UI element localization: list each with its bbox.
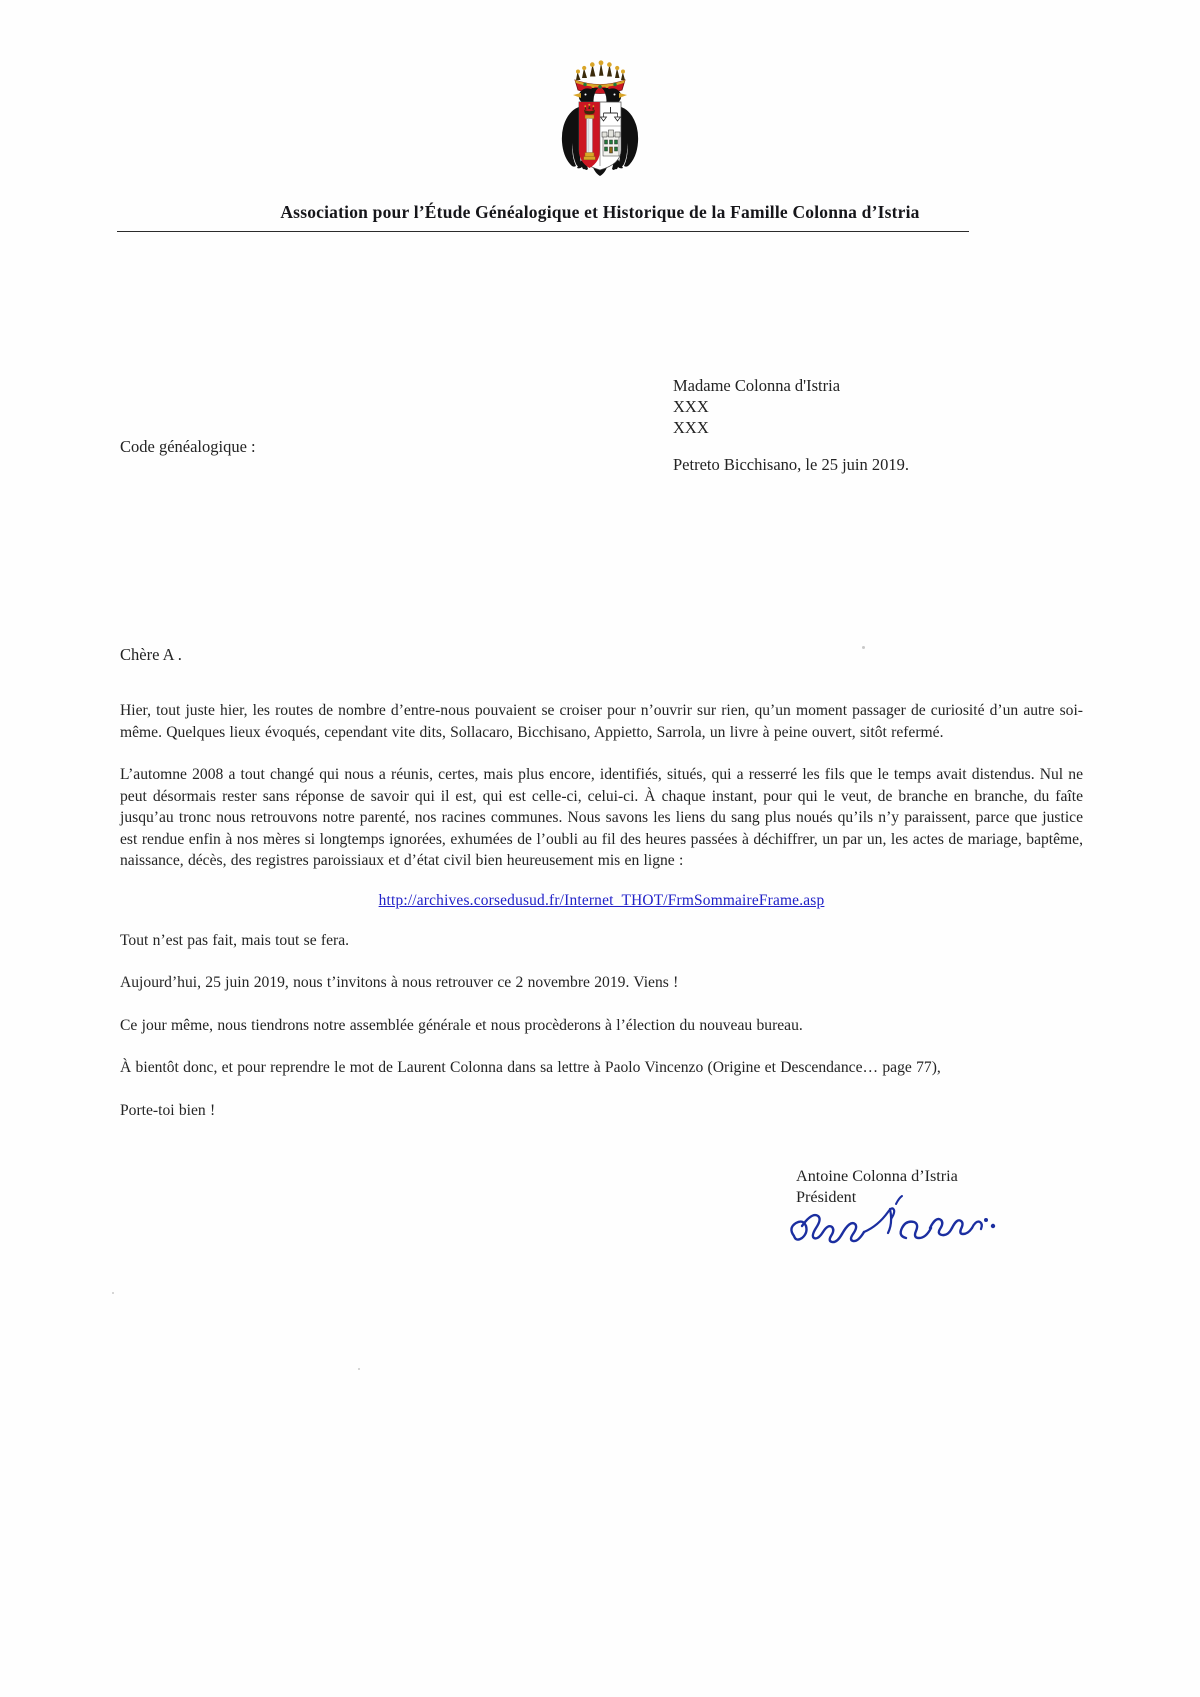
recipient-address-block [673,375,840,438]
recipient-line-2: XXX [673,397,709,416]
signatory-role: Président [796,1188,857,1206]
letter-body [120,700,1083,1142]
recipient-line-3: XXX [673,418,709,437]
crown-icon [575,60,625,93]
closing-line: Porte-toi bien ! [120,1101,216,1119]
signatory-name: Antoine Colonna d’Istria [796,1167,958,1185]
scan-speck [862,646,865,649]
body-paragraph: Hier, tout juste hier, les routes de nombre d’entre-nous pouvaient se croiser pour n’ouvrir sur rien, qu’un moment passager de curiosité d’un autre soi-même. Quelques lieux évoqués, cependant vite dits, Sollacaro, Bicchisano, Appietto, Sarrola, un livre à peine ouvert, sitôt refermé. [120,702,1083,741]
header-divider [117,231,969,232]
salutation: Chère A . [120,645,182,664]
body-paragraph: À bientôt donc, et pour reprendre le mot de Laurent Colonna dans sa lettre à Paolo Vincenzo (Origine et Descendance… page 77), [120,1059,941,1076]
body-paragraph: Ce jour même, nous tiendrons notre assemblée générale et nous procèderons à l’élection du nouveau bureau. [120,1016,803,1034]
organization-title: Association pour l’Étude Généalogique et Historique de la Famille Colonna d’Istria [280,202,920,222]
handwritten-signature-icon [780,1190,1010,1260]
place-and-date: Petreto Bicchisano, le 25 juin 2019. [673,455,910,474]
body-paragraph: Tout n’est pas fait, mais tout se fera. [120,931,350,949]
scan-speck [358,1368,360,1370]
escutcheon-icon [579,102,621,170]
archive-url-link[interactable]: http://archives.corsedusud.fr/Internet_THOT/FrmSommaireFrame.asp [378,891,825,909]
coat-of-arms-icon [535,52,665,180]
recipient-line-1: Madame Colonna d'Istria [673,376,841,395]
letterhead-crest-container [0,52,1200,180]
body-paragraph: L’automne 2008 a tout changé qui nous a réunis, certes, mais plus encore, identifiés, situés, qui a resserré les fils que le temps avait distendus. Nul ne peut désormais rester sans réponse de savoir qui il est, qui est celle-ci, celui-ci. À chaque instant, pour qui le veut, de branche en branche, du faîte jusqu’au tronc nous retrouvons notre parenté, nos racines communes. Nous savons les liens du sang plus noués qu’ils n’y paraissent, parce que justice est rendue enfin à nos mères si longtemps ignorées, exhumées de l’oubli au fil des heures passées à déchiffrer, un par un, les actes de mariage, baptême, naissance, décès, des registres paroissiaux et d’état civil bien heureusement mis en ligne : [120,766,1083,869]
body-paragraph: Aujourd’hui, 25 juin 2019, nous t’invitons à nous retrouver ce 2 novembre 2019. Viens ! [120,974,679,991]
genealogical-code-label: Code généalogique : [120,437,256,456]
scan-speck [112,1292,114,1294]
archive-link-row [120,892,1083,910]
